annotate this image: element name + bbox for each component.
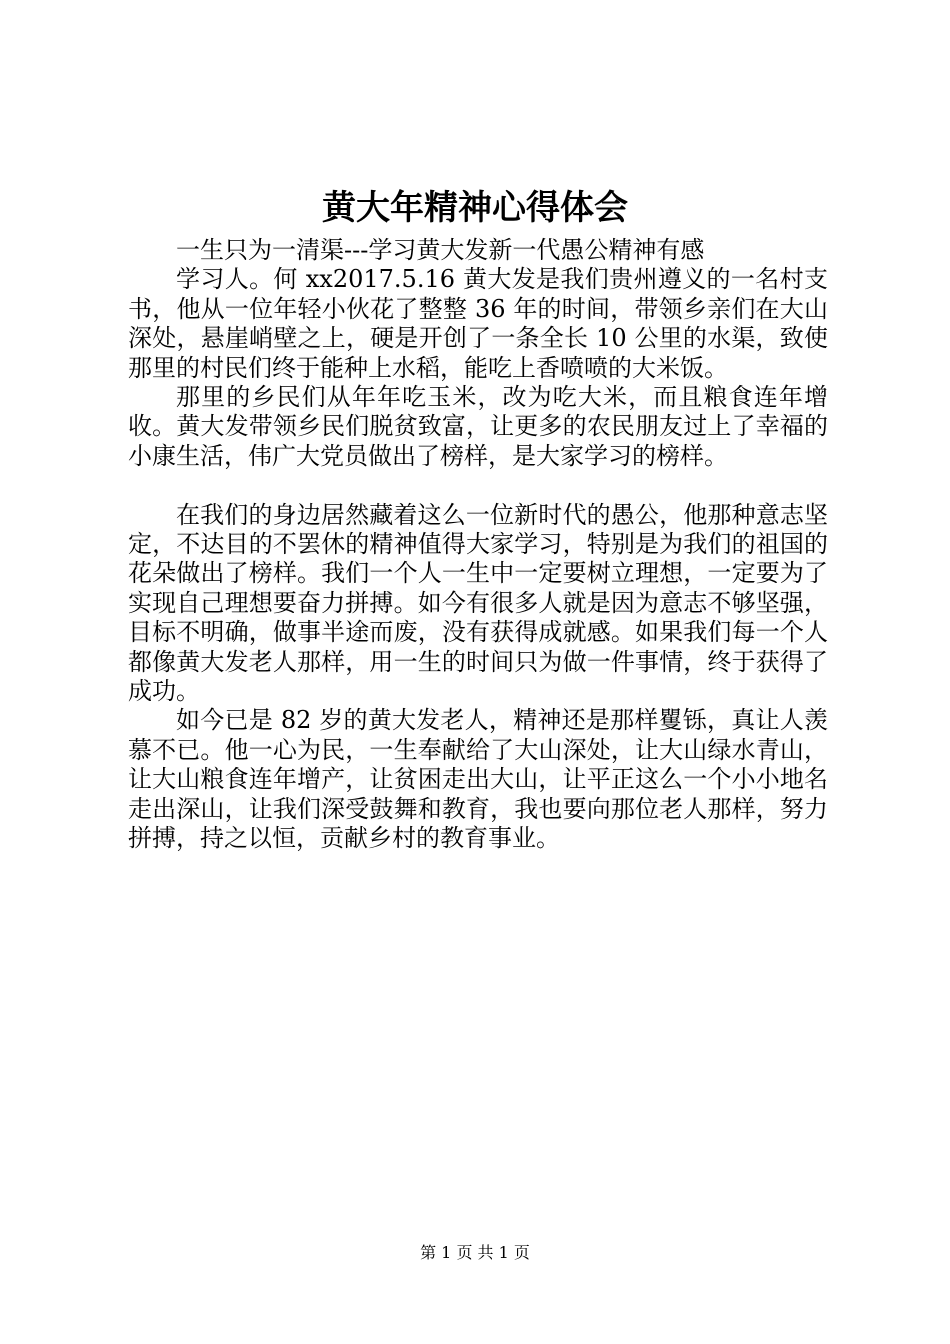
body-paragraph: 在我们的身边居然藏着这么一位新时代的愚公，他那种意志坚定，不达目的不罢休的精神值得大家学习，特别是为我们的祖国的花朵做出了榜样。我们一个人一生中一定要树立理想，一定要为了实现自己理想要奋力拼搏。如今有很多人就是因为意志不够坚强，目标不明确，做事半途而废，没有获得成就感。如果我们每一个人都像黄大发老人那样，用一生的时间只为做一件事情，终于获得了成功。 — [128, 500, 828, 706]
paragraph-spacer — [128, 471, 828, 500]
document-body — [128, 236, 828, 854]
page-number-footer: 第 1 页 共 1 页 — [420, 1243, 530, 1262]
body-paragraph: 学习人。何 xx2017.5.16 黄大发是我们贵州遵义的一名村支书，他从一位年轻小伙花了整整 36 年的时间，带领乡亲们在大山深处，悬崖峭壁之上，硬是开创了一条全长 10 公里的水渠，致使那里的村民们终于能种上水稻，能吃上香喷喷的大米饭。 — [128, 265, 828, 382]
document-title: 黄大年精神心得体会 — [322, 188, 628, 228]
body-paragraph: 如今已是 82 岁的黄大发老人，精神还是那样矍铄，真让人羡慕不已。他一心为民，一生奉献给了大山深处，让大山绿水青山，让大山粮食连年增产，让贫困走出大山，让平正这么一个小小地名走出深山，让我们深受鼓舞和教育，我也要向那位老人那样，努力拼搏，持之以恒，贡献乡村的教育事业。 — [128, 706, 828, 853]
body-paragraph: 那里的乡民们从年年吃玉米，改为吃大米，而且粮食连年增收。黄大发带领乡民们脱贫致富，让更多的农民朋友过上了幸福的小康生活，伟广大党员做出了榜样，是大家学习的榜样。 — [128, 383, 828, 470]
subtitle-paragraph: 一生只为一清渠---学习黄大发新一代愚公精神有感 — [176, 236, 705, 264]
